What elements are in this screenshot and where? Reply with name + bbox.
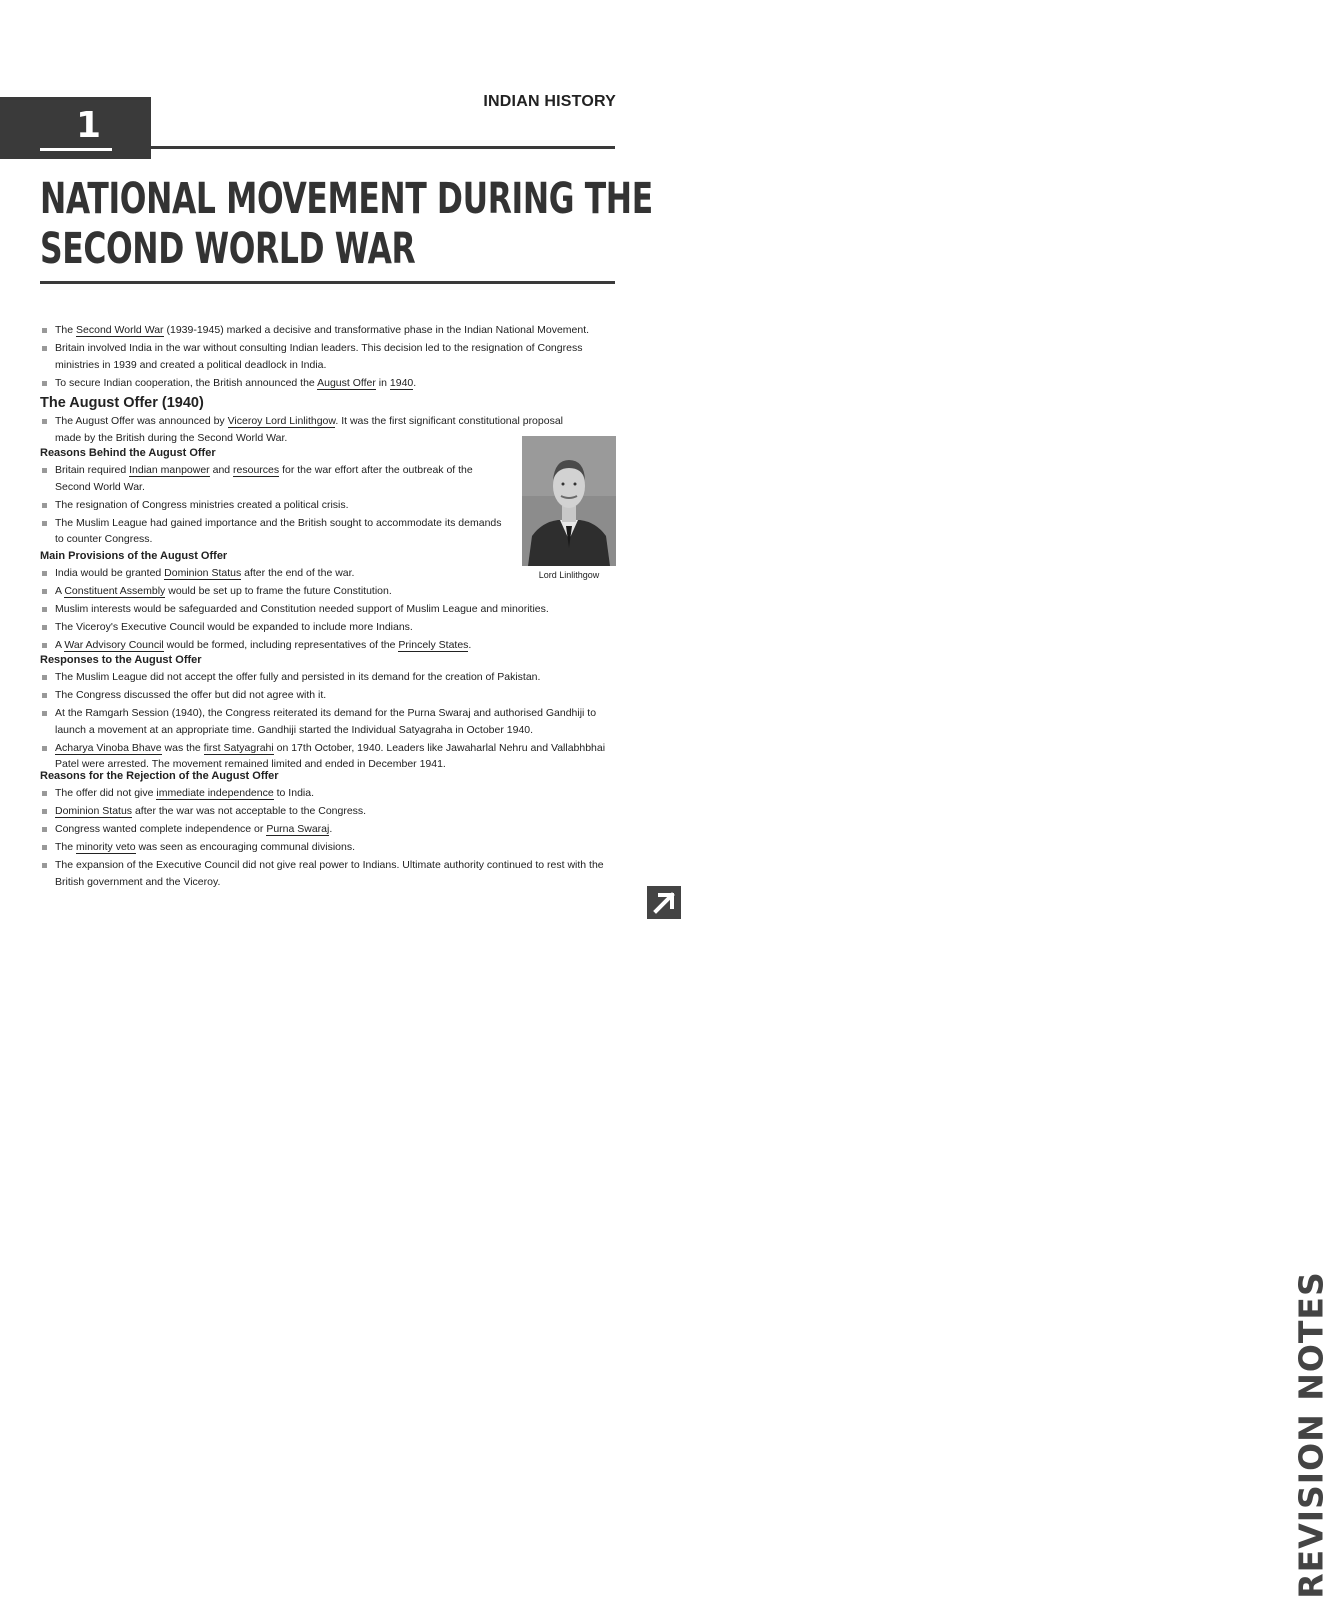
responses-section bbox=[40, 653, 620, 774]
chapter-title-line-1: NATIONAL MOVEMENT DURING THE bbox=[40, 174, 653, 224]
key-term: Princely States bbox=[398, 639, 469, 651]
key-term: Dominion Status bbox=[164, 567, 242, 579]
text-segment: was seen as encouraging communal divisions. bbox=[135, 841, 355, 853]
subsection-heading: Reasons Behind the August Offer bbox=[40, 447, 216, 459]
text-segment: for the war effort after the outbreak of the Second World War. bbox=[55, 464, 473, 493]
text-segment: The expansion of the Executive Council did not give real power to Indians. Ultimate authority continued to rest with the British government and the Viceroy. bbox=[55, 859, 604, 888]
text-segment: A bbox=[55, 639, 65, 651]
text-segment: A bbox=[55, 585, 65, 597]
rejection-list bbox=[40, 785, 620, 890]
bullet-item bbox=[40, 705, 622, 738]
text-segment: would be set up to frame the future Constitution. bbox=[165, 585, 392, 597]
text-segment: . bbox=[468, 639, 472, 651]
text-segment: after the end of the war. bbox=[241, 567, 355, 579]
key-term: Constituent Assembly bbox=[64, 585, 166, 597]
bullet-item bbox=[40, 340, 618, 373]
rejection-section bbox=[40, 769, 620, 892]
text-segment: and bbox=[209, 464, 234, 476]
chapter-title-line-2: SECOND WORLD WAR bbox=[40, 224, 416, 274]
section-heading: The August Offer (1940) bbox=[40, 395, 204, 411]
chapter-number: 1 bbox=[76, 105, 102, 146]
bullet-item bbox=[40, 821, 620, 838]
text-segment: India would be granted bbox=[55, 567, 165, 579]
text-segment: The Viceroy's Executive Council would be expanded to include more Indians. bbox=[55, 621, 413, 633]
text-segment: The bbox=[55, 841, 77, 853]
key-term: Acharya Vinoba Bhave bbox=[55, 741, 162, 754]
portrait-illustration bbox=[522, 436, 616, 566]
text-segment: (1939-1945) marked a decisive and transformative phase in the Indian National Movement. bbox=[163, 324, 590, 336]
text-segment: The bbox=[55, 324, 77, 336]
text-segment: would be formed, including representatives of the bbox=[163, 639, 399, 651]
text-segment: The Muslim League had gained importance and the British sought to accommodate its demands to counter Congress. bbox=[55, 516, 502, 545]
chapter-title bbox=[40, 174, 653, 274]
intro-list bbox=[40, 322, 618, 393]
revision-notes-label: REVISION NOTES bbox=[1291, 1271, 1331, 1599]
key-term: first Satyagrahi bbox=[203, 741, 274, 754]
text-segment: The August Offer was announced by bbox=[55, 415, 228, 427]
august-offer-list bbox=[40, 413, 592, 446]
key-term: Second World War bbox=[76, 324, 164, 336]
key-term: Dominion Status bbox=[55, 805, 133, 817]
text-segment: The Congress discussed the offer but did not agree with it. bbox=[55, 689, 327, 701]
key-term: Purna Swaraj bbox=[266, 823, 330, 835]
bullet-item bbox=[40, 462, 510, 495]
portrait-photo bbox=[522, 436, 616, 566]
bullet-item bbox=[40, 637, 620, 654]
subsection-heading: Main Provisions of the August Offer bbox=[40, 550, 228, 562]
text-segment: Britain required bbox=[55, 464, 130, 476]
reasons-list bbox=[40, 462, 510, 548]
text-segment: Congress wanted complete independence or bbox=[55, 823, 267, 835]
text-segment: . bbox=[413, 376, 417, 389]
bullet-item bbox=[40, 583, 620, 600]
key-term: Viceroy Lord Linlithgow bbox=[227, 415, 336, 427]
text-segment: after the war was not acceptable to the Congress. bbox=[132, 805, 367, 817]
text-segment: was the bbox=[161, 741, 204, 754]
title-rule bbox=[40, 281, 615, 284]
responses-list bbox=[40, 669, 622, 773]
bullet-item bbox=[40, 839, 620, 856]
text-segment: To secure Indian cooperation, the British announced the bbox=[55, 376, 318, 389]
bullet-item bbox=[40, 803, 620, 820]
bullet-item bbox=[40, 687, 622, 704]
key-term: War Advisory Council bbox=[64, 639, 164, 651]
header-rule bbox=[151, 146, 615, 149]
text-segment: . It was the first significant constitutional proposal made by the British during the Second World War. bbox=[55, 415, 564, 444]
bullet-item bbox=[40, 413, 592, 446]
bullet-item bbox=[40, 740, 622, 773]
key-term: Indian manpower bbox=[129, 464, 210, 476]
text-segment: The Muslim League did not accept the offer fully and persisted in its demand for the creation of Pakistan. bbox=[55, 671, 541, 683]
bullet-item bbox=[40, 515, 510, 548]
text-segment: The resignation of Congress ministries created a political crisis. bbox=[55, 498, 349, 511]
photo-caption: Lord Linlithgow bbox=[538, 570, 600, 580]
text-segment: The offer did not give bbox=[55, 787, 157, 799]
key-term: immediate independence bbox=[156, 787, 274, 799]
arrow-up-right-icon bbox=[647, 886, 681, 919]
bullet-item bbox=[40, 785, 620, 802]
chapter-number-underline bbox=[40, 148, 112, 151]
bullet-item bbox=[40, 497, 510, 514]
bullet-item bbox=[40, 669, 622, 686]
revision-notes-tab bbox=[646, 655, 1331, 1599]
text-segment: . bbox=[329, 823, 333, 835]
text-segment: on 17th October, 1940. Leaders like Jawaharlal Nehru and Vallabhbhai Patel were arrested. The movement remained limited and ended in December 1941. bbox=[55, 741, 606, 770]
subsection-heading: Reasons for the Rejection of the August Offer bbox=[40, 770, 279, 782]
bullet-item bbox=[40, 375, 618, 392]
text-segment: Britain involved India in the war without consulting Indian leaders. This decision led to the resignation of Congress ministries in 1939 and created a political deadlock in India. bbox=[55, 342, 583, 371]
bullet-item bbox=[40, 601, 620, 618]
key-term: minority veto bbox=[76, 841, 136, 853]
text-segment: Muslim interests would be safeguarded and Constitution needed support of Muslim League and minorities. bbox=[55, 603, 549, 615]
subsection-heading: Responses to the August Offer bbox=[40, 654, 202, 666]
bullet-item bbox=[40, 857, 620, 890]
bullet-item bbox=[40, 619, 620, 636]
subject-label: INDIAN HISTORY bbox=[483, 93, 616, 110]
text-segment: in bbox=[375, 376, 390, 389]
bullet-item bbox=[40, 322, 618, 339]
text-segment: to India. bbox=[273, 787, 314, 799]
key-term: August Offer bbox=[317, 376, 376, 389]
key-term: 1940 bbox=[389, 376, 414, 389]
key-term: resources bbox=[233, 464, 280, 476]
text-segment: At the Ramgarh Session (1940), the Congress reiterated its demand for the Purna Swaraj and authorised Gandhiji to launch a movement at an appropriate time. Gandhiji started the Individual Satyagraha in October 1940. bbox=[55, 707, 597, 736]
